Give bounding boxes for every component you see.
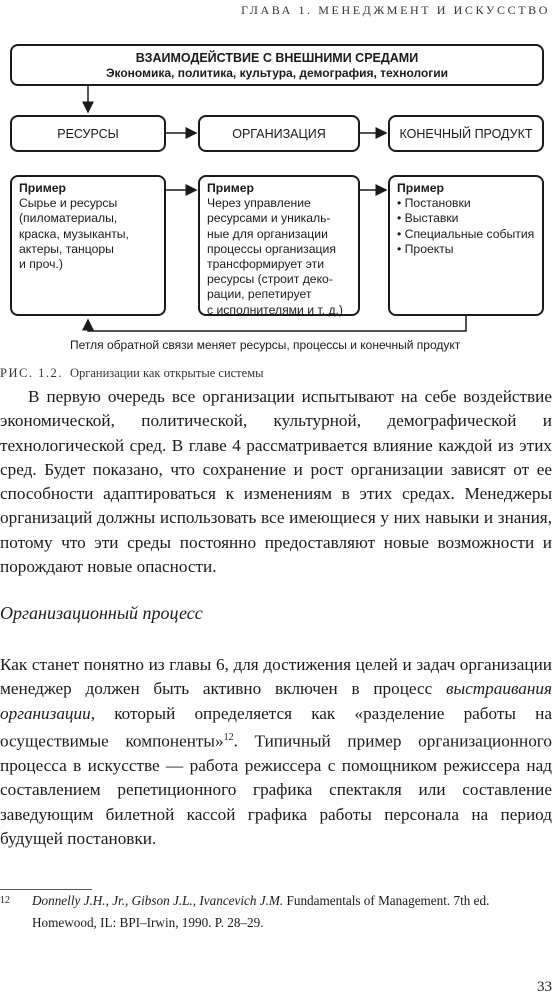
organization-box bbox=[198, 115, 360, 152]
final-product-box bbox=[388, 115, 544, 152]
paragraph-2-part1: Как станет понятно из главы 6, для достижения целей и задач организации менеджер должен быть активно включен в процесс bbox=[0, 655, 552, 699]
environment-title: ВЗАИМОДЕЙСТВИЕ С ВНЕШНИМИ СРЕДАМИ bbox=[135, 51, 419, 65]
example-line: с исполнителями и т. д.) bbox=[207, 302, 343, 317]
resources-example-box bbox=[10, 175, 166, 316]
list-item: • Специальные события bbox=[397, 227, 535, 242]
organization-example-box bbox=[198, 175, 360, 316]
product-example-box bbox=[388, 175, 544, 316]
example-line: ные для организации bbox=[207, 226, 328, 241]
footnote bbox=[0, 890, 552, 934]
footnote-reference: 12 bbox=[223, 731, 234, 743]
paragraph-2-part3: . Типичный пример организационного процесса в искусстве — работа режиссера с помощником режиссера над составлением репетиционного графика спектакля или составление заведующим билетной кассой графика работы персонала на период будущей постановки. bbox=[0, 731, 553, 848]
figure-caption-label: РИС. 1.2. bbox=[0, 366, 63, 380]
organization-label: ОРГАНИЗАЦИЯ bbox=[232, 126, 326, 141]
environment-box bbox=[10, 44, 544, 86]
feedback-loop-label: Петля обратной связи меняет ресурсы, процессы и конечный продукт bbox=[70, 338, 461, 352]
example-line: Сырье и ресурсы bbox=[19, 196, 118, 211]
example-line: рации, репетирует bbox=[207, 287, 312, 302]
list-item: • Постановки bbox=[397, 196, 535, 211]
body-paragraph-2 bbox=[0, 653, 552, 851]
example-line: процессы организация bbox=[207, 241, 336, 256]
example-line: (пиломатериалы, bbox=[19, 211, 118, 226]
body-paragraph-1: В первую очередь все организации испытывают на себе воздействие экономической, политической, культурной, демографической и технологической сред. В главе 4 рассматривается влияние каждой из этих сред. Будет показано, что сохранение и рост организации зависят от ее способности адаптироваться к изменениям в этих средах. Менеджеры организаций должны использовать все имеющиеся у них навыки и знания, потому что эти среды постоянно предоставляют новые возможности и порождают новые опасности. bbox=[0, 387, 552, 577]
example-line: актеры, танцоры bbox=[19, 241, 114, 256]
paragraph-2-part2: , который определяется как «разделение работы на осуществимые компоненты» bbox=[0, 703, 552, 751]
footnote-number: 12 bbox=[0, 895, 10, 906]
example-line: ресурсы (строит деко- bbox=[207, 272, 333, 287]
example-line: Через управление bbox=[207, 196, 311, 211]
resources-label: РЕСУРСЫ bbox=[57, 126, 119, 141]
page-number: 33 bbox=[537, 979, 552, 995]
figure-caption-text: Организации как открытые системы bbox=[69, 366, 264, 380]
resources-example-heading: Пример bbox=[19, 181, 66, 195]
footnote-authors: Donnelly J.H., Jr., Gibson J.L., Ivancevich J.M. bbox=[32, 893, 284, 908]
product-example-list bbox=[397, 196, 535, 257]
example-line: и проч.) bbox=[19, 257, 63, 272]
list-item: • Выставки bbox=[397, 211, 535, 226]
footnote-title: Fundamentals of Management. 7th ed. bbox=[283, 893, 490, 908]
section-subheading: Организационный процесс bbox=[0, 603, 203, 623]
paragraph-2-italic-term: выстраивания организации bbox=[0, 679, 552, 723]
feedback-loop-arrow bbox=[88, 316, 466, 331]
example-line: ресурсами и уникаль- bbox=[207, 211, 331, 226]
running-head: ГЛАВА 1. МЕНЕДЖМЕНТ И ИСКУССТВО bbox=[241, 3, 550, 17]
resources-box bbox=[10, 115, 166, 152]
list-item: • Проекты bbox=[397, 242, 535, 257]
footnote-publisher: Homewood, IL: BPI–Irwin, 1990. P. 28–29. bbox=[32, 915, 264, 930]
figure-caption bbox=[0, 366, 264, 381]
example-line: краска, музыканты, bbox=[19, 226, 129, 241]
environment-subtitle: Экономика, политика, культура, демография, технологии bbox=[105, 66, 449, 80]
product-example-heading: Пример bbox=[397, 181, 444, 195]
final-product-label: КОНЕЧНЫЙ ПРОДУКТ bbox=[399, 126, 533, 141]
example-line: трансформирует эти bbox=[207, 257, 325, 272]
organization-example-heading: Пример bbox=[207, 181, 254, 195]
